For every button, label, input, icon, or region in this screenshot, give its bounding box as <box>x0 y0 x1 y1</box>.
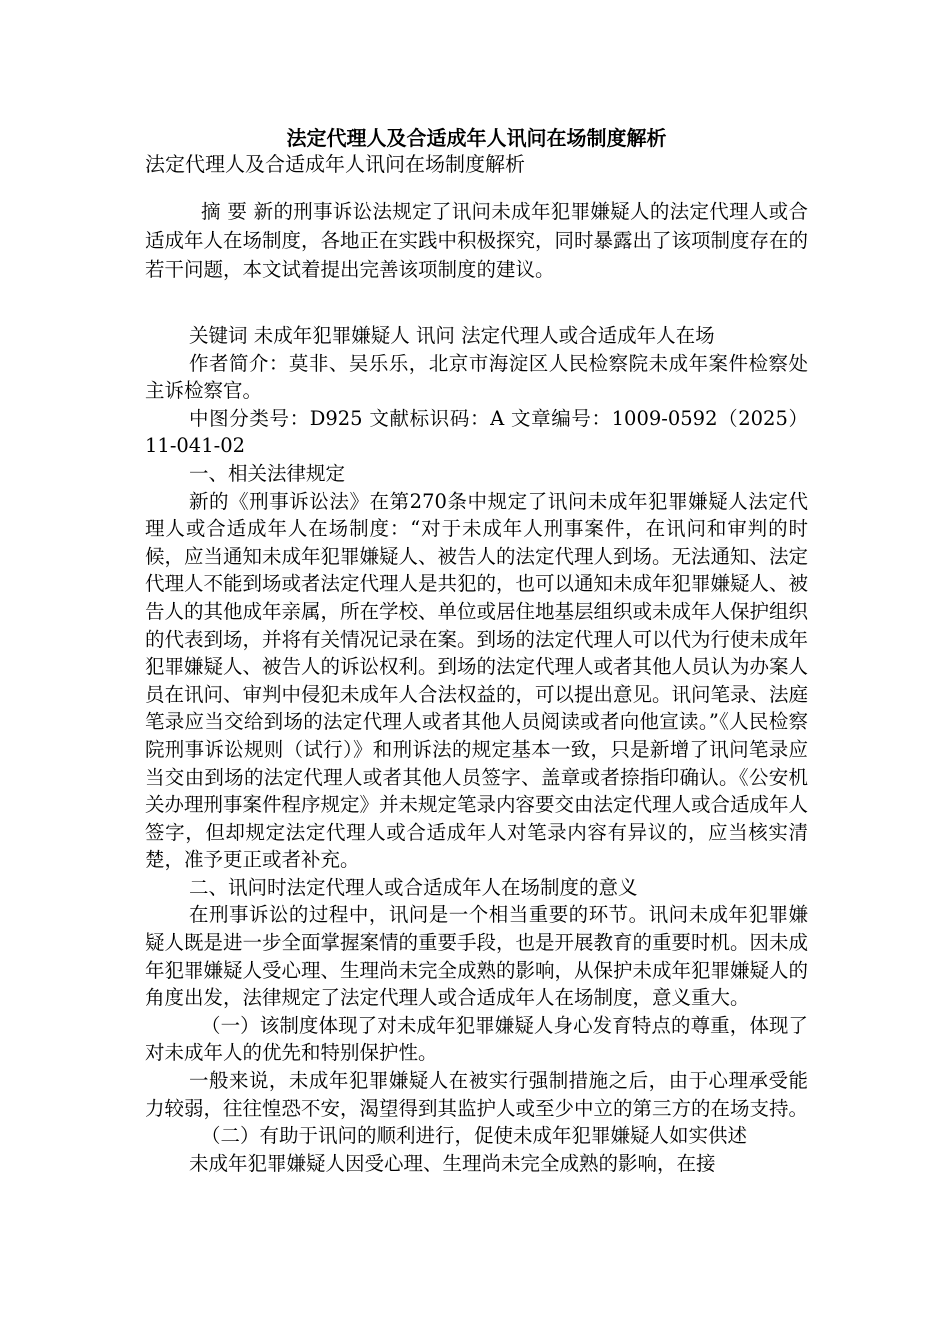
classification-line: 中图分类号：D925 文献标识码：A 文章编号：1009-0592（2025）11-041-02 <box>145 406 808 458</box>
section-paragraph-2: 在刑事诉讼的过程中，讯问是一个相当重要的环节。讯问未成年犯罪嫌疑人既是进一步全面掌握案情的重要手段，也是开展教育的重要时机。因未成年犯罪嫌疑人受心理、生理尚未完全成熟的影响，从保护未成年犯罪嫌疑人的角度出发，法律规定了法定代理人或合适成年人在场制度，意义重大。 <box>145 903 809 1010</box>
document-title: 法定代理人及合适成年人讯问在场制度解析 <box>286 126 667 150</box>
section-heading-2: 二、讯问时法定代理人或合适成年人在场制度的意义 <box>189 875 638 899</box>
section-heading-1: 一、相关法律规定 <box>189 461 346 485</box>
subsection-paragraph-1: 一般来说，未成年犯罪嫌疑人在被实行强制措施之后，由于心理承受能力较弱，往往惶恐不安，渴望得到其监护人或至少中立的第三方的在场支持。 <box>145 1069 809 1120</box>
article-body <box>145 322 808 1177</box>
abstract-paragraph: 摘 要 新的刑事诉讼法规定了讯问未成年犯罪嫌疑人的法定代理人或合适成年人在场制度，各地正在实践中积极探究，同时暴露出了该项制度存在的若干问题，本文试着提出完善该项制度的建议。 <box>145 200 809 281</box>
subsection-heading-1: （一）该制度体现了对未成年犯罪嫌疑人身心发育特点的尊重，体现了对未成年人的优先和特别保护性。 <box>145 1013 808 1065</box>
author-intro: 作者简介：莫非、吴乐乐，北京市海淀区人民检察院未成年案件检察处主诉检察官。 <box>145 351 808 403</box>
subsection-paragraph-2: 未成年犯罪嫌疑人因受心理、生理尚未完全成熟的影响，在接 <box>189 1151 716 1175</box>
subsection-heading-2: （二）有助于讯问的顺利进行，促使未成年犯罪嫌疑人如实供述 <box>201 1124 748 1148</box>
section-paragraph-1: 新的《刑事诉讼法》在第270条中规定了讯问未成年犯罪嫌疑人法定代理人或合适成年人在场制度：“对于未成年人刑事案件，在讯问和审判的时候，应当通知未成年犯罪嫌疑人、被告人的法定代理人到场。无法通知、法定代理人不能到场或者法定代理人是共犯的，也可以通知未成年犯罪嫌疑人、被告人的其他成年亲属，所在学校、单位或居住地基层组织或未成年人保护组织的代表到场，并将有关情况记录在案。到场的法定代理人可以代为行使未成年犯罪嫌疑人、被告人的诉讼权利。到场的法定代理人或者其他人员认为办案人员在讯问、审判中侵犯未成年人合法权益的，可以提出意见。讯问笔录、法庭笔录应当交给到场的法定代理人或者其他人员阅读或者向他宣读。”《人民检察院刑事诉讼规则（试行）》和刑诉法的规定基本一致，只是新增了讯问笔录应当交由到场的法定代理人或者其他人员签字、盖章或者捺指印确认。《公安机关办理刑事案件程序规定》并未规定笔录内容要交由法定代理人或合适成年人签字，但却规定法定代理人或合适成年人对笔录内容有异议的，应当核实清楚，准予更正或者补充。 <box>145 489 809 872</box>
document-subtitle: 法定代理人及合适成年人讯问在场制度解析 <box>145 152 525 176</box>
keywords-line: 关键词 未成年犯罪嫌疑人 讯问 法定代理人或合适成年人在场 <box>189 324 715 347</box>
